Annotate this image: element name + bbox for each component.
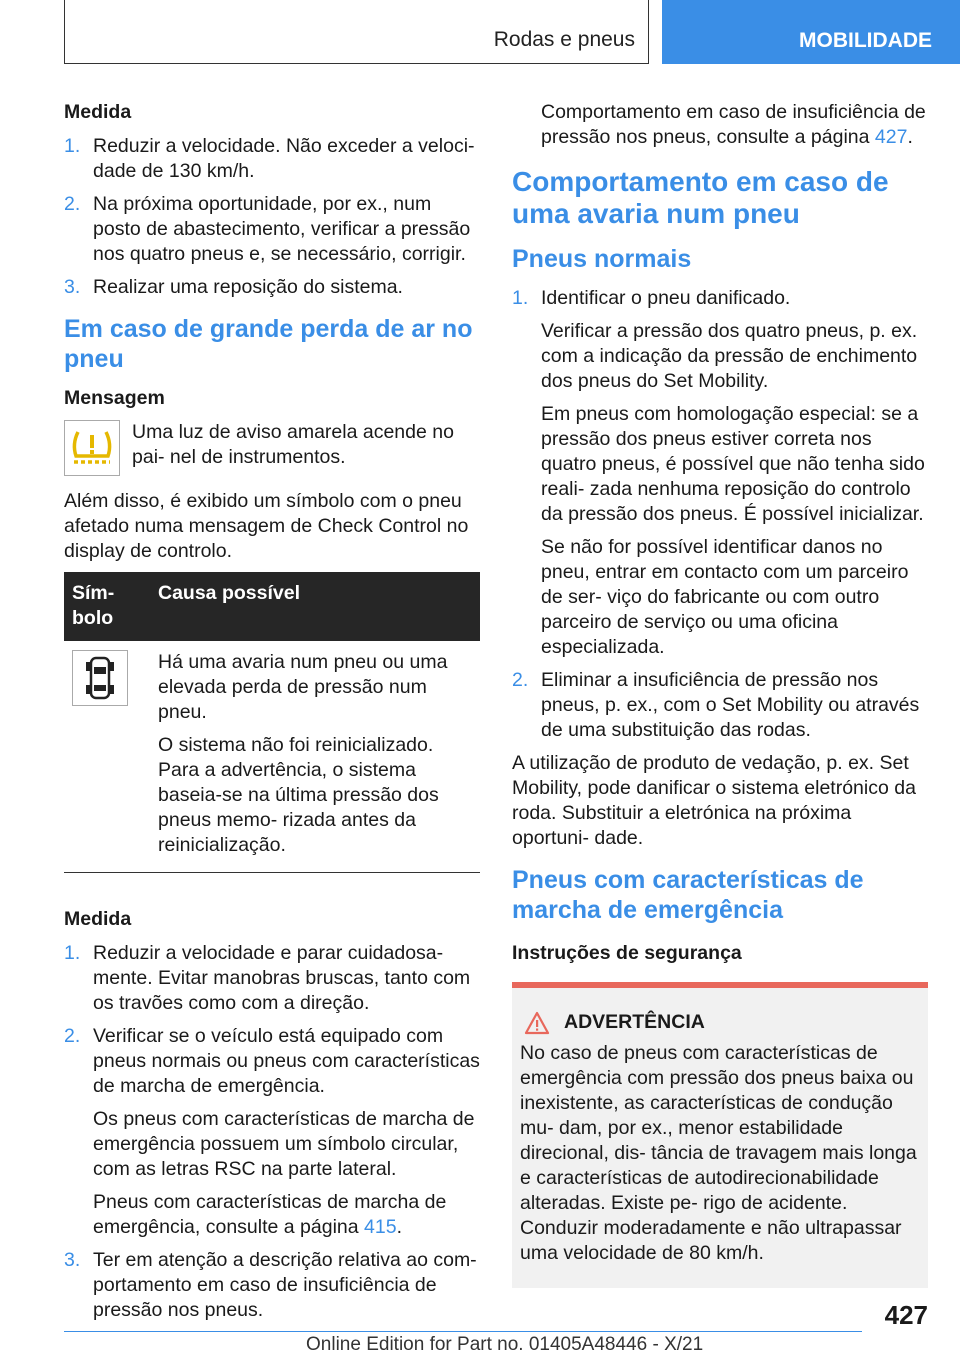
paragraph-check-control: Além disso, é exibido um símbolo com o pneu afetado numa mensagem de Check Control no display de controlo. [64,490,469,562]
list-item [64,1248,480,1323]
table-cell-cause [150,641,480,873]
heading-mensagem: Mensagem [64,387,165,409]
left-column [64,100,480,1331]
heading-medida-2: Medida [64,908,132,930]
header-chapter-tab[interactable]: MOBILIDADE [662,0,960,64]
ref-text: Pneus com características de marcha de emergência, consulte a página [93,1191,447,1238]
car-tires-icon [72,650,128,706]
table-header-symbol: Sím‐ bolo [64,572,150,641]
list-item [64,134,480,184]
heading-pneus-rsc: Pneus com características de marcha de emergência [512,866,864,924]
steps-list-2 [64,941,480,1323]
table-header-row [64,572,480,641]
continuation-text: Comportamento em caso de insuficiência de pressão nos pneus, consulte a página 427. [541,101,926,148]
symbol-table [64,572,480,873]
edition-footer: Online Edition for Part no. 01405A48446 - X/21 [306,1334,704,1355]
warning-triangle-icon [524,1011,550,1035]
step-text: Se não for possível identificar danos no pneu, entrar em contacto com um parceiro de ser‐ viço do fabricante ou com outro parceiro de serviço ou uma oficina especializada. [541,536,909,658]
step-number: 2. [512,669,529,691]
step-text: Reduzir a velocidade. Não exceder a veloci‐ dade de 130 km/h. [93,135,475,182]
footer-divider [64,1331,862,1332]
step-number: 3. [64,276,81,298]
page-number: 427 [884,1300,928,1330]
steps-list-1 [64,134,480,300]
heading-pneus-normais: Pneus normais [512,245,692,273]
tire-pressure-warning-icon [64,420,120,476]
right-column [512,100,928,1288]
table-cell-symbol [64,641,150,873]
list-item [64,275,480,300]
step-text: Verificar a pressão dos quatro pneus, p. ex. com a indicação da pressão de enchimento dos pneus do Set Mobility. [541,320,918,392]
heading-grande-perda: Em caso de grande perda de ar no pneu [64,315,473,373]
list-item [64,192,480,267]
step-number: 1. [64,135,81,157]
heading-avaria-pneu: Comportamento em caso de uma avaria num pneu [512,166,889,229]
step-number: 1. [512,287,529,309]
step-text: Eliminar a insuficiência de pressão nos pneus, p. ex., com o Set Mobility ou através de uma substituição das rodas. [541,669,920,741]
warning-box [512,982,928,1288]
list-item [64,941,480,1016]
steps-list-normais [512,286,928,743]
heading-medida: Medida [64,101,132,123]
step-text: Identificar o pneu danificado. [541,287,791,309]
ref-text: Comportamento em caso de insuficiência de pressão nos pneus, consulte a página [541,101,926,148]
heading-instrucoes-seguranca: Instruções de segurança [512,942,742,964]
step-text: Em pneus com homologação especial: se a pressão dos pneus estiver correta nos quatro pneus, é possível que não tenha sido reali‐ zada nenhuma reposição do controlo da pressão dos pneus. É possível inicializar. [541,403,925,525]
warning-label: ADVERTÊNCIA [564,1011,705,1033]
step-number: 2. [64,1025,81,1047]
list-item [64,1024,480,1240]
step-number: 2. [64,193,81,215]
step-text: Realizar uma reposição do sistema. [93,276,403,298]
table-header-cause: Causa possível [150,572,480,641]
step-text: Pneus com características de marcha de emergência, consulte a página 415. [93,1191,447,1238]
table-row [64,641,480,873]
cause-text-1: Há uma avaria num pneu ou uma elevada perda de pressão num pneu. [158,651,448,723]
warning-text: No caso de pneus com características de emergência com pressão dos pneus baixa ou inexistente, as características de condução mu‐ dam, por ex., menor estabilidade direcional, dis‐ tância de travagem mais longa e características de autodirecionabilidade alteradas. Existe pe‐ rigo de acidente. Conduzir moderadamente e não ultrapassar uma velocidade de 80 km/h. [520,1042,917,1264]
step-text: Reduzir a velocidade e parar cuidadosa‐ mente. Evitar manobras bruscas, tanto com os travões como com a direção. [93,942,471,1014]
page-link-427[interactable]: 427 [874,126,908,148]
cause-text-2: O sistema não foi reinicializado. Para a advertência, o sistema baseia-se na última pressão dos pneus memo‐ rizada antes da reinicialização. [158,734,439,856]
step-text: Ter em atenção a descrição relativa ao com‐ portamento em caso de insuficiência de pressão nos pneus. [93,1249,477,1321]
warning-title [520,1010,920,1035]
header-section-title: Rodas e pneus [493,28,635,51]
step-text: Na próxima oportunidade, por ex., num posto de abastecimento, verificar a pressão nos quatro pneus e, se necessário, corrigir. [93,193,471,265]
page-link-415[interactable]: 415 [364,1216,397,1238]
step-text: Os pneus com características de marcha de emergência possuem um símbolo circular, com as letras RSC na parte lateral. [93,1108,475,1180]
step-number: 3. [64,1249,81,1271]
paragraph-selante: A utilização de produto de vedação, p. ex. Set Mobility, pode danificar o sistema eletrónico da roda. Substituir a eletrónica na próxima oportuni‐ dade. [512,752,916,849]
list-item [512,286,928,660]
message-block [64,420,480,476]
step-text: Verificar se o veículo está equipado com pneus normais ou pneus com características de marcha de emergência. [93,1025,480,1097]
step-number: 1. [64,942,81,964]
message-text: Uma luz de aviso amarela acende no pai‐ nel de instrumentos. [132,421,454,468]
list-item [512,668,928,743]
